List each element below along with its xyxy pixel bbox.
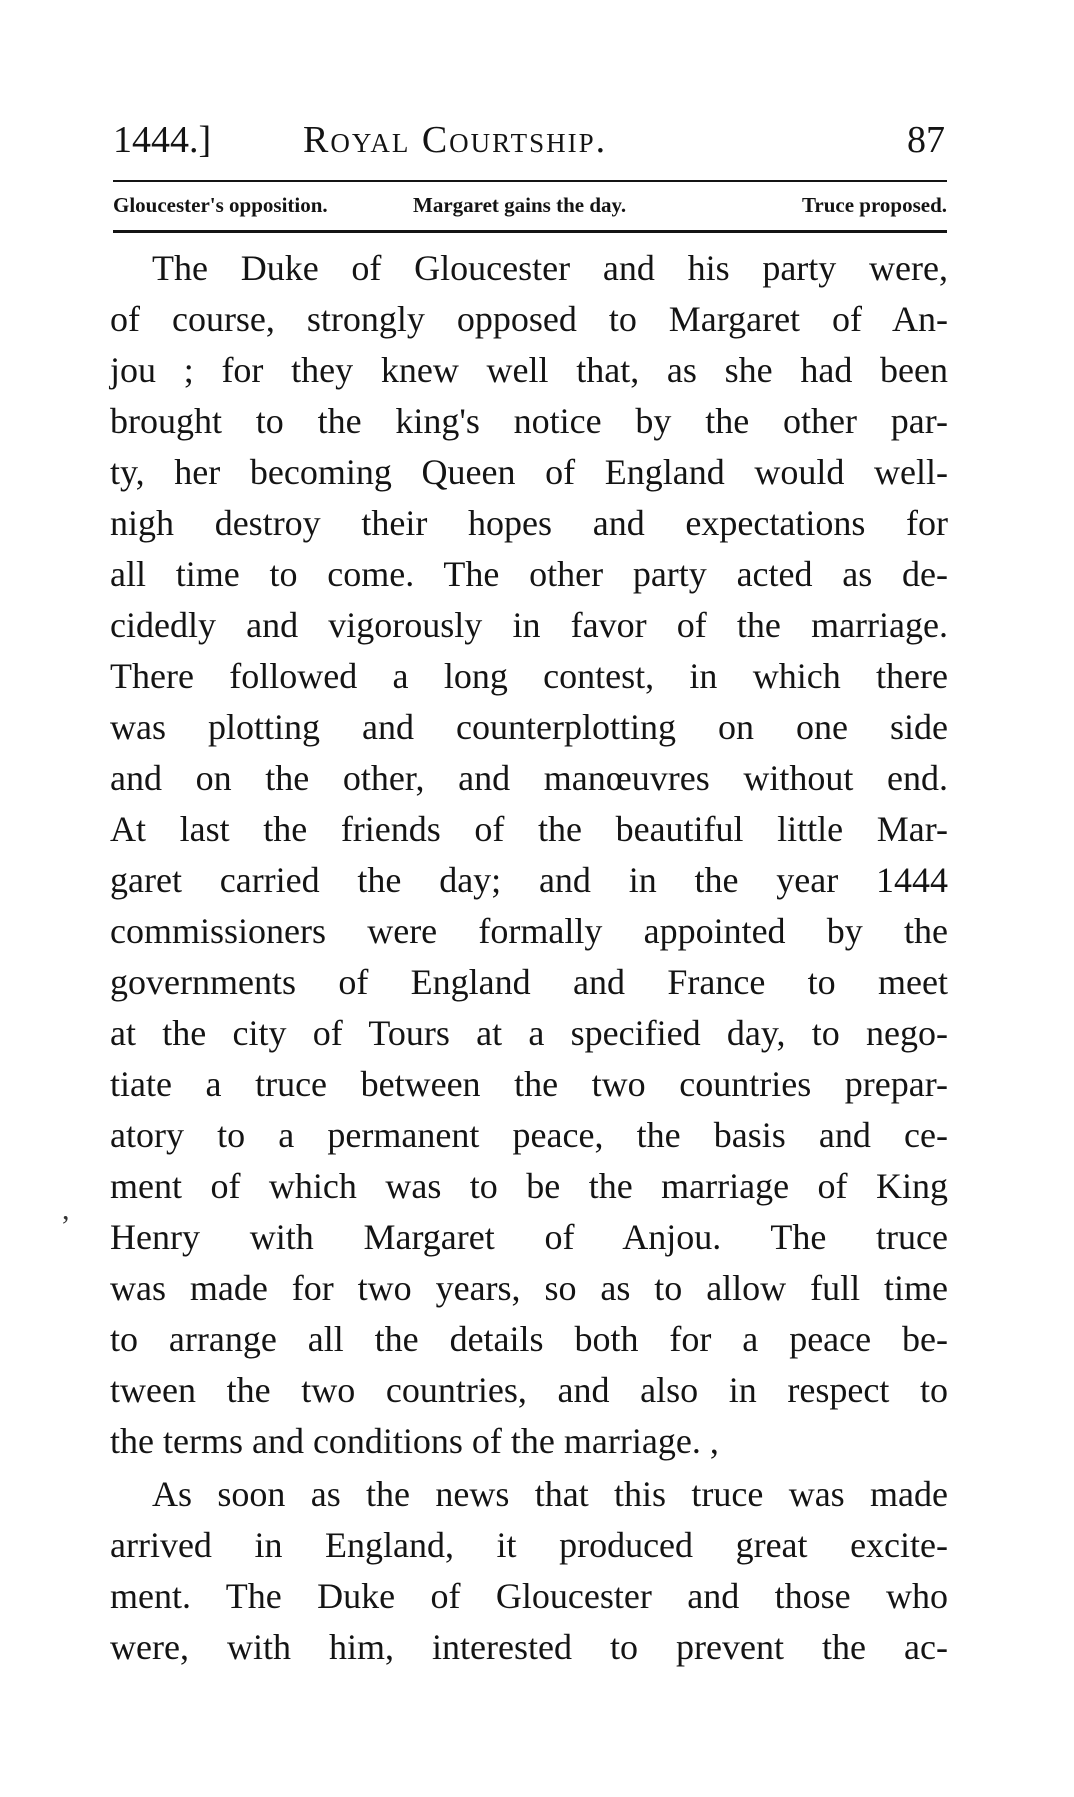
text-line: The Duke of Gloucester and his party were,: [152, 248, 948, 288]
text-line: ment. The Duke of Gloucester and those who: [110, 1576, 948, 1616]
text-line: tween the two countries, and also in respect to: [110, 1370, 948, 1410]
text-line: to arrange all the details both for a peace be-: [110, 1319, 948, 1359]
text-line: At last the friends of the beautiful little Mar-: [110, 809, 948, 849]
header-rule-bottom: [113, 230, 947, 233]
paragraph: [110, 1469, 948, 1673]
text-line: commissioners were formally appointed by the: [110, 911, 948, 951]
body-text: [110, 243, 948, 1673]
text-line: cidedly and vigorously in favor of the marriage.: [110, 605, 948, 645]
paragraph: [110, 243, 948, 1467]
text-line: Henry with Margaret of Anjou. The truce: [110, 1217, 948, 1257]
text-line: were, with him, interested to prevent the ac-: [110, 1627, 948, 1667]
text-line: atory to a permanent peace, the basis and ce-: [110, 1115, 948, 1155]
text-line: governments of England and France to meet: [110, 962, 948, 1002]
text-line: arrived in England, it produced great excite-: [110, 1525, 948, 1565]
header-rule-top: [113, 180, 947, 182]
text-line: ment of which was to be the marriage of King: [110, 1166, 948, 1206]
text-line: all time to come. The other party acted as de-: [110, 554, 948, 594]
running-head: [113, 114, 945, 166]
text-line: garet carried the day; and in the year 1444: [110, 860, 948, 900]
summary-gloucester-opposition: Gloucester's opposition.: [113, 193, 328, 217]
page-number: 87: [907, 119, 945, 161]
text-line: at the city of Tours at a specified day, to nego-: [110, 1013, 948, 1053]
side-summary: [113, 186, 947, 224]
summary-margaret-gains-day: Margaret gains the day.: [413, 193, 627, 217]
text-line: nigh destroy their hopes and expectations for: [110, 503, 948, 543]
summary-truce-proposed: Truce proposed.: [801, 193, 947, 217]
margin-mark: ,: [62, 1193, 70, 1226]
text-line: There followed a long contest, in which there: [110, 656, 948, 696]
text-line: and on the other, and manœuvres without end.: [110, 758, 948, 798]
text-line: ty, her becoming Queen of England would well-: [110, 452, 948, 492]
text-line: As soon as the news that this truce was made: [152, 1474, 948, 1514]
text-line: the terms and conditions of the marriage. ,: [110, 1421, 719, 1461]
text-line: brought to the king's notice by the other par-: [110, 401, 948, 441]
text-line: of course, strongly opposed to Margaret of An-: [110, 299, 948, 339]
header-title: Royal Courtship.: [303, 119, 608, 161]
text-line: tiate a truce between the two countries prepar-: [110, 1064, 948, 1104]
text-line: was made for two years, so as to allow full time: [110, 1268, 948, 1308]
text-line: jou ; for they knew well that, as she had been: [110, 350, 948, 390]
header-year: 1444.]: [113, 119, 212, 161]
text-line: was plotting and counterplotting on one side: [110, 707, 948, 747]
